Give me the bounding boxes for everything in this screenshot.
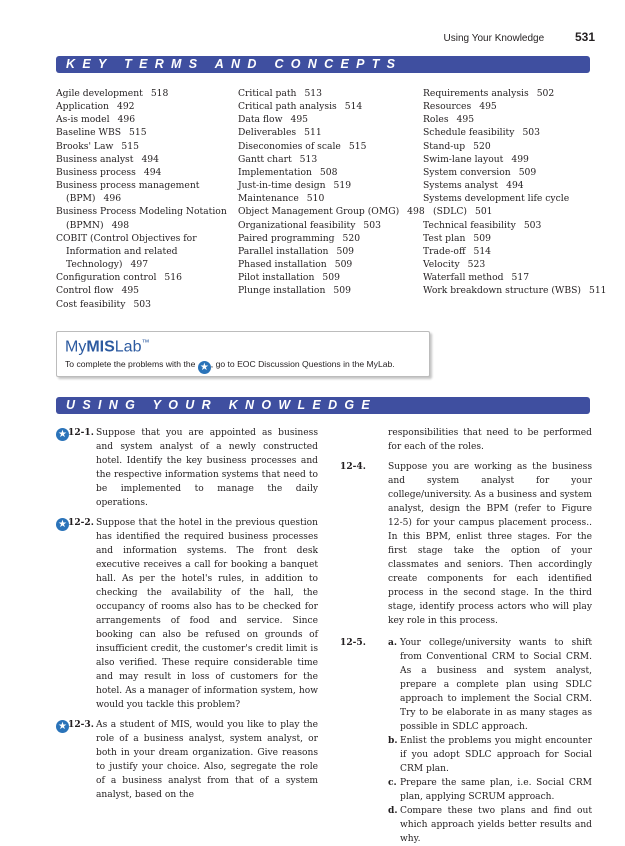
star-icon: ★ bbox=[56, 428, 69, 441]
key-term-label: Organizational feasibility bbox=[238, 219, 356, 231]
key-term-page: 498 bbox=[111, 219, 130, 231]
key-term bbox=[56, 245, 231, 258]
key-term-label: Pilot installation bbox=[238, 272, 315, 284]
key-term-page: 513 bbox=[304, 88, 322, 99]
key-term-page: 502 bbox=[536, 88, 555, 99]
subpart-text: Your college/university wants to shift from Conventional CRM to Social CRM. As a business and system analyst, prepare a complete plan using SDLC approach to implement the Social CRM. Try to be elaborate in as many stages as possible in SDLC approach. bbox=[400, 638, 592, 732]
mylab-instruction bbox=[65, 359, 395, 374]
key-term-page: 519 bbox=[333, 180, 352, 192]
question-12-5-a bbox=[388, 636, 592, 734]
star-icon: ★ bbox=[198, 361, 211, 374]
key-term-label: Systems analyst bbox=[423, 180, 499, 192]
key-term-page: 503 bbox=[133, 298, 151, 310]
key-term-page: 494 bbox=[506, 180, 524, 192]
question-number: 12-4. bbox=[340, 461, 366, 472]
question-text: Suppose you are working as the business and system analyst for your college/university. As a business and system analyst, design the BPM (refer to Figure 12-5) for your campus placement process.. In this BPM, enlist three stages. For the first stage take the option of your classmates and seniors. Then accordingly create components for each identified process in the second stage. In the third stage, identify process actors who will play key role in this process. bbox=[388, 462, 592, 626]
key-term bbox=[56, 179, 231, 192]
key-term-page: 515 bbox=[121, 140, 139, 152]
logo-lab: Lab bbox=[114, 338, 142, 356]
key-term bbox=[238, 126, 418, 139]
key-term-page: 496 bbox=[117, 114, 136, 126]
key-term bbox=[56, 153, 231, 166]
key-terms-column-1 bbox=[56, 87, 231, 311]
subpart-label: a. bbox=[388, 637, 398, 648]
question-12-3-continued bbox=[340, 426, 592, 454]
key-term-label: Business process management bbox=[56, 180, 200, 192]
logo-mis: MIS bbox=[86, 338, 115, 356]
question-text: As a student of MIS, would you like to play the role of a business analyst, system analyst, or both in your dream organization. Give reasons to justify your choice. Also, segregate the role of a business analyst from that of a system analyst, based on the bbox=[96, 720, 318, 800]
question-12-5-d bbox=[388, 804, 592, 846]
key-term-page: 513 bbox=[299, 153, 318, 165]
key-term-label: Systems development life cycle bbox=[423, 193, 570, 205]
key-term-label: Critical path analysis bbox=[238, 101, 337, 113]
key-term bbox=[56, 87, 231, 100]
key-term bbox=[238, 271, 418, 284]
key-term bbox=[238, 100, 418, 113]
key-term bbox=[56, 232, 231, 245]
key-term-page: 514 bbox=[344, 101, 363, 113]
key-term-label: Parallel installation bbox=[238, 245, 329, 257]
key-term-label: Trade-off bbox=[423, 245, 466, 257]
questions-right-column bbox=[340, 426, 592, 846]
key-term bbox=[423, 100, 601, 113]
key-term-label: System conversion bbox=[423, 166, 511, 178]
key-term bbox=[423, 87, 601, 100]
key-term-page: 510 bbox=[306, 193, 325, 205]
key-term-page: 515 bbox=[348, 140, 367, 152]
key-term-label: Gantt chart bbox=[238, 153, 292, 165]
key-term-page: 520 bbox=[473, 140, 491, 152]
question-12-5-c bbox=[388, 776, 592, 804]
key-term-label: Paired programming bbox=[238, 232, 335, 244]
key-term-label: Technology) bbox=[66, 259, 123, 271]
key-term-label: Implementation bbox=[238, 166, 312, 178]
running-head-title: Using Your Knowledge bbox=[443, 33, 545, 44]
key-term bbox=[238, 284, 418, 297]
key-term-label: Work breakdown structure (WBS) bbox=[423, 285, 581, 297]
key-term bbox=[56, 258, 231, 271]
key-term bbox=[423, 205, 601, 218]
key-term bbox=[238, 153, 418, 166]
key-term-page: 499 bbox=[511, 153, 529, 165]
key-term-page: 503 bbox=[363, 219, 381, 231]
key-term-label: Phased installation bbox=[238, 259, 327, 271]
question-12-2 bbox=[56, 516, 318, 712]
key-term-label: Resources bbox=[423, 101, 472, 113]
key-term bbox=[56, 100, 231, 113]
question-12-3 bbox=[56, 718, 318, 802]
key-term-page: 495 bbox=[479, 101, 497, 113]
subpart-text: Compare these two plans and find out which approach yields better results and why. bbox=[400, 806, 592, 844]
key-term-page: 496 bbox=[103, 193, 122, 205]
key-term-label: Object Management Group (OMG) bbox=[238, 206, 400, 218]
key-term-label: COBIT (Control Objectives for bbox=[56, 232, 197, 244]
key-term-page: 509 bbox=[518, 166, 537, 178]
key-term-page: 509 bbox=[473, 232, 491, 244]
key-term-page: 503 bbox=[522, 127, 540, 139]
question-12-5-b bbox=[388, 734, 592, 776]
key-term-label: Stand-up bbox=[423, 140, 466, 152]
key-term-page: 509 bbox=[336, 245, 355, 257]
key-term bbox=[56, 113, 231, 126]
key-term-page: 492 bbox=[116, 101, 135, 113]
key-term-label: Plunge installation bbox=[238, 285, 326, 297]
question-number: 12-3. bbox=[68, 719, 94, 730]
mymislab-logo bbox=[65, 338, 149, 356]
key-term bbox=[238, 258, 418, 271]
key-term-page: 514 bbox=[473, 245, 492, 257]
key-term-label: Critical path bbox=[238, 88, 297, 99]
question-number: 12-5. bbox=[340, 637, 366, 648]
subpart-label: c. bbox=[388, 777, 397, 788]
key-term-page: 520 bbox=[342, 232, 361, 244]
key-term bbox=[56, 271, 231, 284]
key-term bbox=[56, 284, 231, 297]
key-term-label: Control flow bbox=[56, 285, 114, 297]
key-term-page: 508 bbox=[319, 166, 338, 178]
key-term bbox=[56, 205, 231, 218]
key-term bbox=[423, 232, 601, 245]
key-term-label: Information and related bbox=[66, 245, 178, 257]
logo-tm: ™ bbox=[141, 338, 150, 347]
question-text: Suppose that the hotel in the previous question has identified the required business processes and information systems. The front desk executive receives a call for booking a banquet hall. As per the hotel's rules, in addition to checking the availability of the hall, the occupancy of rooms also has to be checked for arrangements of food and service. Since booking can also be refused on grounds of insufficient credit, the customer's credit limit is also verified. These require considerable time and may result in loss of customers for the hotel. As a manager of information system, how would you tackle this problem? bbox=[96, 518, 318, 710]
subpart-text: Prepare the same plan, i.e. Social CRM plan, applying SCRUM approach. bbox=[400, 778, 592, 802]
key-term bbox=[56, 166, 231, 179]
star-icon: ★ bbox=[56, 518, 69, 531]
key-term bbox=[238, 219, 418, 232]
key-term bbox=[423, 245, 601, 258]
key-term bbox=[423, 140, 601, 153]
key-term bbox=[423, 166, 601, 179]
key-term-label: Cost feasibility bbox=[56, 298, 126, 310]
key-term bbox=[238, 140, 418, 153]
key-term-page: 518 bbox=[150, 88, 169, 99]
key-term bbox=[238, 245, 418, 258]
key-term-label: Test plan bbox=[423, 232, 466, 244]
key-term bbox=[238, 113, 418, 126]
key-term-label: Swim-lane layout bbox=[423, 153, 504, 165]
key-term-label: Agile development bbox=[56, 88, 143, 99]
key-term-page: 494 bbox=[143, 166, 162, 178]
key-term-page: 503 bbox=[523, 219, 542, 231]
key-terms-heading-band bbox=[56, 56, 590, 73]
key-term bbox=[423, 153, 601, 166]
star-icon: ★ bbox=[56, 720, 69, 733]
key-term bbox=[56, 140, 231, 153]
key-terms-heading: KEY TERMS AND CONCEPTS bbox=[66, 57, 403, 71]
key-term-label: Configuration control bbox=[56, 272, 157, 284]
key-term-page: 509 bbox=[334, 259, 353, 271]
key-term-page: 515 bbox=[129, 127, 147, 139]
key-term-label: Business analyst bbox=[56, 153, 134, 165]
key-term bbox=[56, 219, 231, 232]
mymislab-box bbox=[56, 331, 430, 377]
key-term bbox=[423, 219, 601, 232]
key-term-label: Requirements analysis bbox=[423, 88, 529, 99]
key-term-label: Deliverables bbox=[238, 127, 297, 139]
mylab-note-after: , go to EOC Discussion Questions in the MyLab. bbox=[210, 359, 395, 369]
key-term bbox=[423, 126, 601, 139]
question-number: 12-1. bbox=[68, 427, 94, 438]
key-term bbox=[423, 271, 601, 284]
key-term-label: (BPM) bbox=[66, 193, 96, 205]
key-term-label: Schedule feasibility bbox=[423, 127, 515, 139]
running-head bbox=[444, 30, 595, 44]
question-12-4 bbox=[340, 460, 592, 628]
key-term bbox=[423, 192, 601, 205]
key-term-page: 501 bbox=[474, 206, 493, 218]
question-text: Suppose that you are appointed as business and system analyst of a newly constructed hotel. Identify the key business processes and the respective information systems that need to be implemented to manage the daily operations. bbox=[96, 428, 318, 508]
key-term bbox=[238, 87, 418, 100]
key-term bbox=[238, 232, 418, 245]
key-term bbox=[423, 258, 601, 271]
key-term bbox=[56, 126, 231, 139]
key-term-page: 495 bbox=[290, 114, 309, 126]
key-term-page: 511 bbox=[588, 285, 607, 297]
key-term bbox=[56, 192, 231, 205]
using-knowledge-heading-band bbox=[56, 397, 590, 414]
key-term bbox=[238, 179, 418, 192]
key-terms-column-2 bbox=[238, 87, 425, 298]
key-term-page: 495 bbox=[456, 114, 475, 126]
key-term-label: Data flow bbox=[238, 114, 283, 126]
using-knowledge-heading: USING YOUR KNOWLEDGE bbox=[66, 398, 378, 412]
key-term-label: Roles bbox=[423, 114, 449, 126]
key-term-page: 511 bbox=[304, 127, 322, 139]
subpart-text: Enlist the problems you might encounter if you adopt SDLC approach for Social CRM plan. bbox=[400, 736, 592, 774]
page-number: 531 bbox=[574, 30, 595, 44]
key-term bbox=[56, 298, 231, 311]
key-term-label: Business Process Modeling Notation bbox=[56, 206, 227, 218]
key-term-page: 495 bbox=[121, 285, 140, 297]
key-term bbox=[423, 284, 607, 297]
key-term-label: Just-in-time design bbox=[238, 180, 326, 192]
key-term-page: 509 bbox=[333, 285, 351, 297]
key-term-page: 517 bbox=[511, 272, 530, 284]
key-term-label: Business process bbox=[56, 166, 136, 178]
logo-my: My bbox=[65, 338, 87, 356]
key-term-label: Application bbox=[56, 101, 109, 113]
question-12-1 bbox=[56, 426, 318, 510]
mylab-note-before: To complete the problems with the bbox=[65, 359, 196, 369]
key-term-page: 516 bbox=[164, 272, 182, 284]
key-term-label: Technical feasibility bbox=[423, 219, 516, 231]
subpart-label: b. bbox=[388, 735, 398, 746]
key-term-label: Baseline WBS bbox=[56, 127, 122, 139]
key-term-label: (SDLC) bbox=[433, 206, 467, 218]
key-term-label: Brooks' Law bbox=[56, 140, 114, 152]
key-term-label: (BPMN) bbox=[66, 219, 104, 231]
key-term-label: As-is model bbox=[56, 114, 110, 126]
key-term-page: 523 bbox=[467, 259, 486, 271]
key-term bbox=[238, 205, 425, 218]
key-term bbox=[238, 192, 418, 205]
key-term-label: Maintenance bbox=[238, 193, 299, 205]
subpart-label: d. bbox=[388, 805, 398, 816]
question-number: 12-2. bbox=[68, 517, 94, 528]
question-12-5 bbox=[340, 636, 592, 846]
questions-left-column bbox=[56, 426, 318, 802]
key-term-page: 494 bbox=[141, 153, 159, 165]
key-term-label: Waterfall method bbox=[423, 272, 504, 284]
key-term bbox=[423, 179, 601, 192]
key-term bbox=[423, 113, 601, 126]
key-term-page: 509 bbox=[322, 272, 340, 284]
question-text-continued: responsibilities that need to be performed for each of the roles. bbox=[388, 428, 592, 452]
key-term-page: 498 bbox=[407, 206, 425, 218]
key-term-page: 497 bbox=[130, 259, 149, 271]
key-term-label: Velocity bbox=[423, 259, 460, 271]
key-terms-column-3 bbox=[423, 87, 607, 298]
key-term-label: Diseconomies of scale bbox=[238, 140, 341, 152]
key-term bbox=[238, 166, 418, 179]
